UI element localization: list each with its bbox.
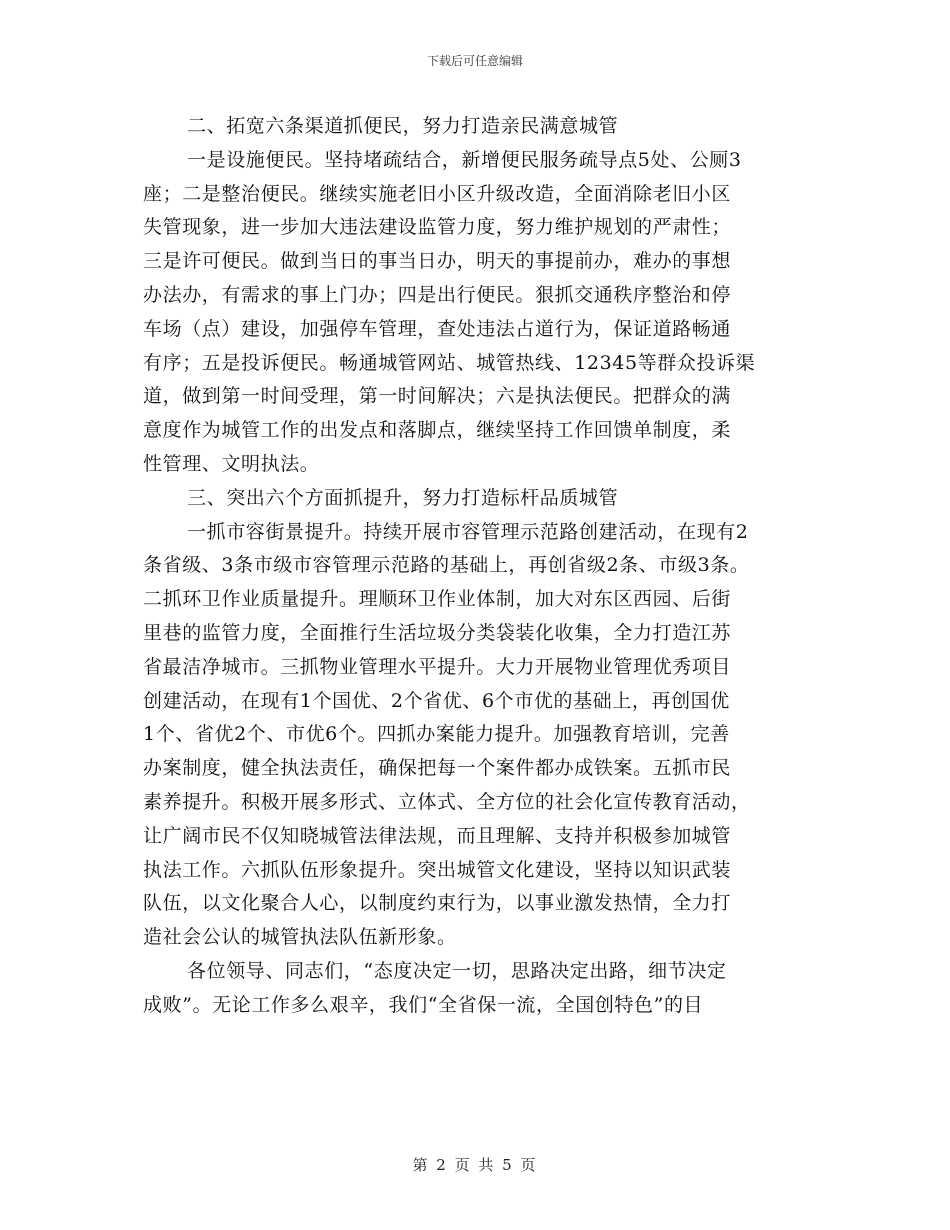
- text-line: 二、拓宽六条渠道抓便民，努力打造亲民满意城管: [187, 115, 619, 137]
- text-line: 性管理、文明执法。: [143, 452, 320, 475]
- text-line: 一抓市容街景提升。持续开展市容管理示范路创建活动，在现有2: [187, 520, 749, 543]
- text-line: 座；二是整治便民。继续实施老旧小区升级改造，全面消除老旧小区: [143, 182, 732, 205]
- text-line: 队伍，以文化聚合人心，以制度约束行为，以事业激发热情，全力打: [143, 892, 732, 915]
- text-line: 道，做到第一时间受理，第一时间解决；六是执法便民。把群众的满: [143, 385, 732, 408]
- text-line: 里巷的监管力度，全面推行生活垃圾分类袋装化收集，全力打造江苏: [143, 621, 732, 644]
- text-line: 素养提升。积极开展多形式、立体式、全方位的社会化宣传教育活动，: [143, 790, 751, 813]
- text-line: 有序；五是投诉便民。畅通城管网站、城管热线、12345等群众投诉渠: [143, 351, 756, 374]
- text-line: 办法办，有需求的事上门办；四是出行便民。狠抓交通秩序整治和停: [143, 283, 732, 306]
- document-body: [143, 110, 823, 1023]
- text-line: 车场（点）建设，加强停车管理，查处违法占道行为，保证道路畅通: [143, 317, 732, 340]
- text-line: 二抓环卫作业质量提升。理顺环卫作业体制，加大对东区西园、后街: [143, 588, 732, 611]
- text-line: 成败”。无论工作多么艰辛，我们“全省保一流，全国创特色”的目: [143, 993, 704, 1016]
- text-line: 失管现象，进一步加大违法建设监管力度，努力维护规划的严肃性；: [143, 216, 732, 239]
- text-line: 各位领导、同志们，“态度决定一切，思路决定出路，细节决定: [187, 959, 727, 982]
- text-line: 三是许可便民。做到当日的事当日办，明天的事提前办，难办的事想: [143, 250, 732, 273]
- text-line: 办案制度，健全执法责任，确保把每一个案件都办成铁案。五抓市民: [143, 757, 732, 780]
- text-line: 意度作为城管工作的出发点和落脚点，继续坚持工作回馈单制度，柔: [143, 419, 732, 442]
- text-line: 造社会公认的城管执法队伍新形象。: [143, 926, 457, 949]
- text-line: 创建活动，在现有1个国优、2个省优、6个市优的基础上，再创国优: [143, 689, 730, 712]
- text-line: 一是设施便民。坚持堵疏结合，新增便民服务疏导点5处、公厕3: [187, 148, 742, 171]
- text-line: 条省级、3条市级市容管理示范路的基础上，再创省级2条、市级3条。: [143, 554, 750, 577]
- text-line: 三、突出六个方面抓提升，努力打造标杆品质城管: [187, 486, 619, 509]
- text-line: 省最洁净城市。三抓物业管理水平提升。大力开展物业管理优秀项目: [143, 655, 732, 678]
- text-line: 让广阔市民不仅知晓城管法律法规，而且理解、支持并积极参加城管: [143, 824, 732, 847]
- page-number: 第 2 页 共 5 页: [412, 1156, 538, 1174]
- text-line: 1个、省优2个、市优6个。四抓办案能力提升。加强教育培训，完善: [143, 723, 730, 746]
- text-line: 执法工作。六抓队伍形象提升。突出城管文化建设，坚持以知识武装: [143, 858, 732, 881]
- page-header: 下载后可任意编辑: [426, 54, 523, 68]
